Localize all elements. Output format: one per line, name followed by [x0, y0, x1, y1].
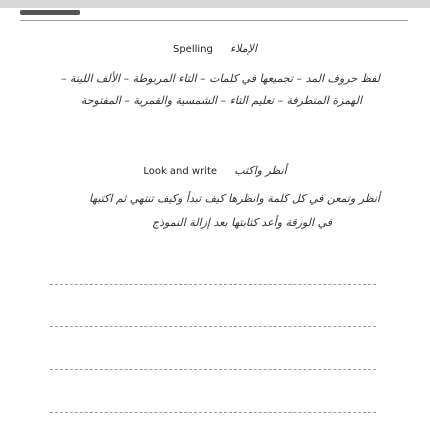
writing-line	[50, 284, 376, 285]
writing-line	[50, 369, 376, 370]
spelling-line-1: لفظ حروف المد – تجميعها في كلمات – التاء المربوطة – الألف اللينة –	[60, 72, 380, 85]
look-write-title-ar: أنظر واكتب	[234, 164, 287, 177]
look-write-line-2: في الورقة وأعد كتابتها بعد إزالة النموذج	[152, 216, 332, 229]
spelling-heading	[0, 42, 430, 55]
look-write-heading	[0, 164, 430, 177]
writing-line	[50, 412, 376, 413]
spelling-line-2: الهمزة المتطرفة – تعليم التاء – الشمسية والقمرية – المفتوحة	[80, 94, 362, 107]
top-band	[0, 0, 430, 8]
look-write-title-en: Look and write	[143, 166, 218, 177]
look-write-line-1: أنظر وتمعن في كل كلمة وانظرها كيف تبدأ وكيف تنتهي ثم اكتبها	[89, 192, 380, 205]
writing-line	[50, 326, 376, 327]
spelling-title-en: Spelling	[172, 44, 213, 55]
top-border-accent	[20, 10, 80, 15]
spelling-title-ar: الإملاء	[230, 42, 258, 55]
